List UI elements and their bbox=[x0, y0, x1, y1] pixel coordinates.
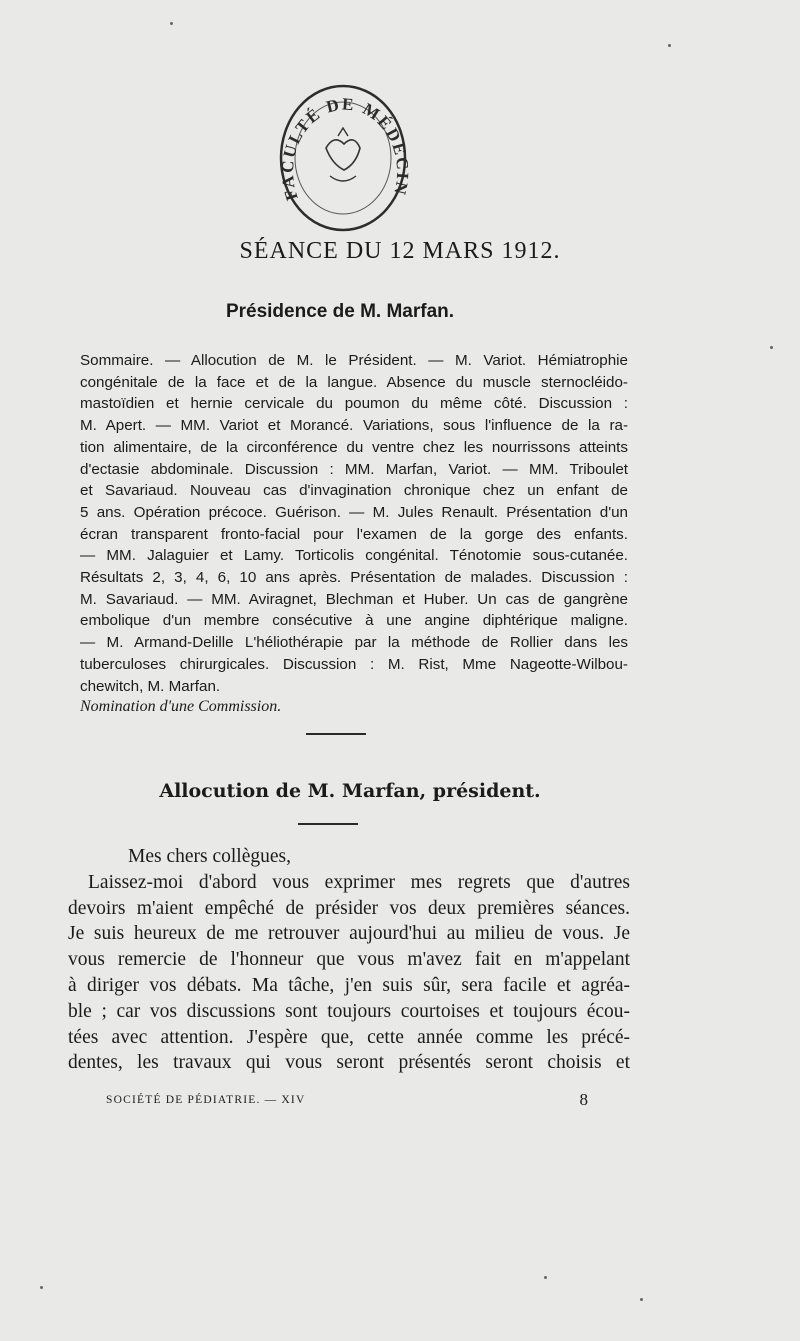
sommaire-line: 5 ans. Opération précoce. Guérison. — M. Jules Renault. Présentation d'un bbox=[80, 503, 628, 521]
stamp-seal-icon bbox=[268, 78, 418, 238]
scan-speck bbox=[668, 44, 671, 47]
sommaire-line: mastoïdien et hernie cervicale du poumon du même côté. Discussion : bbox=[80, 395, 628, 413]
body-line: devoirs m'aient empêché de présider vos deux premières séances. bbox=[68, 897, 630, 919]
sommaire-line: tuberculoses chirurgicales. Discussion : M. Rist, Mme Nageotte-Wilbou- bbox=[80, 655, 628, 673]
sommaire-line: embolique d'un membre consécutive à une angine diphtérique maligne. bbox=[80, 612, 628, 630]
seance-heading: SÉANCE DU 12 MARS 1912. bbox=[239, 238, 561, 264]
nomination-line: Nomination d'une Commission. bbox=[80, 698, 282, 715]
body-line: Je suis heureux de me retrouver aujourd'hui au milieu de vous. Je bbox=[68, 923, 630, 945]
section-divider bbox=[306, 733, 366, 735]
body-line: ble ; car vos discussions sont toujours courtoises et toujours écou- bbox=[68, 1000, 630, 1022]
body-line: Laissez-moi d'abord vous exprimer mes regrets que d'autres bbox=[88, 871, 630, 893]
stamp-text: FACULTÉ DE MÉDECIN bbox=[277, 94, 413, 203]
sommaire-line: — MM. Jalaguier et Lamy. Torticolis congénital. Ténotomie sous-cutanée. bbox=[80, 547, 628, 565]
sommaire-line: tion alimentaire, de la circonférence du ventre chez les nourrissons atteints bbox=[80, 438, 628, 456]
sommaire-line: congénitale de la face et de la langue. Absence du muscle sternocléido- bbox=[80, 373, 628, 391]
sommaire-line: Sommaire. — Allocution de M. le Président. — M. Variot. Hémiatrophie bbox=[80, 352, 628, 369]
sommaire-line: d'ectasie abdominale. Discussion : MM. Marfan, Variot. — MM. Triboulet bbox=[80, 460, 628, 478]
allocution-heading: Allocution de M. Marfan, président. bbox=[159, 780, 541, 802]
section-divider bbox=[298, 823, 358, 825]
running-title: SOCIÉTÉ DE PÉDIATRIE. — XIV bbox=[106, 1094, 306, 1106]
sommaire-block bbox=[80, 350, 628, 697]
sommaire-line: M. Apert. — MM. Variot et Morancé. Variations, sous l'influence de la ra- bbox=[80, 417, 628, 435]
presidence-heading: Présidence de M. Marfan. bbox=[225, 301, 455, 322]
sommaire-line: et Savariaud. Nouveau cas d'invagination chronique chez un enfant de bbox=[80, 482, 628, 500]
body-line: tées avec attention. J'espère que, cette année comme les précé- bbox=[68, 1026, 630, 1048]
allocution-body bbox=[68, 844, 630, 1076]
scan-speck bbox=[544, 1276, 547, 1279]
scan-speck bbox=[770, 346, 773, 349]
sommaire-line: Résultats 2, 3, 4, 6, 10 ans après. Présentation de malades. Discussion : bbox=[80, 569, 628, 587]
page-number: 8 bbox=[579, 1090, 588, 1109]
sommaire-line: — M. Armand-Delille L'héliothérapie par la méthode de Rollier dans les bbox=[80, 634, 628, 652]
page-footer bbox=[106, 1090, 588, 1109]
body-line: Mes chers collègues, bbox=[128, 846, 291, 867]
sommaire-line: chewitch, M. Marfan. bbox=[80, 677, 221, 695]
scan-speck bbox=[640, 1298, 643, 1301]
body-line: à diriger vos débats. Ma tâche, j'en suis sûr, sera facile et agréa- bbox=[68, 974, 630, 996]
scan-speck bbox=[40, 1286, 43, 1289]
scan-speck bbox=[170, 22, 173, 25]
body-line: vous remercie de l'honneur que vous m'avez fait en m'appelant bbox=[68, 949, 630, 971]
sommaire-line: M. Savariaud. — MM. Aviragnet, Blechman et Huber. Un cas de gangrène bbox=[80, 590, 628, 608]
body-line: dentes, les travaux qui vous seront présentés seront choisis et bbox=[68, 1052, 630, 1074]
library-stamp bbox=[268, 78, 418, 238]
sommaire-line: écran transparent fronto-facial pour l'examen de la gorge des enfants. bbox=[80, 525, 628, 543]
